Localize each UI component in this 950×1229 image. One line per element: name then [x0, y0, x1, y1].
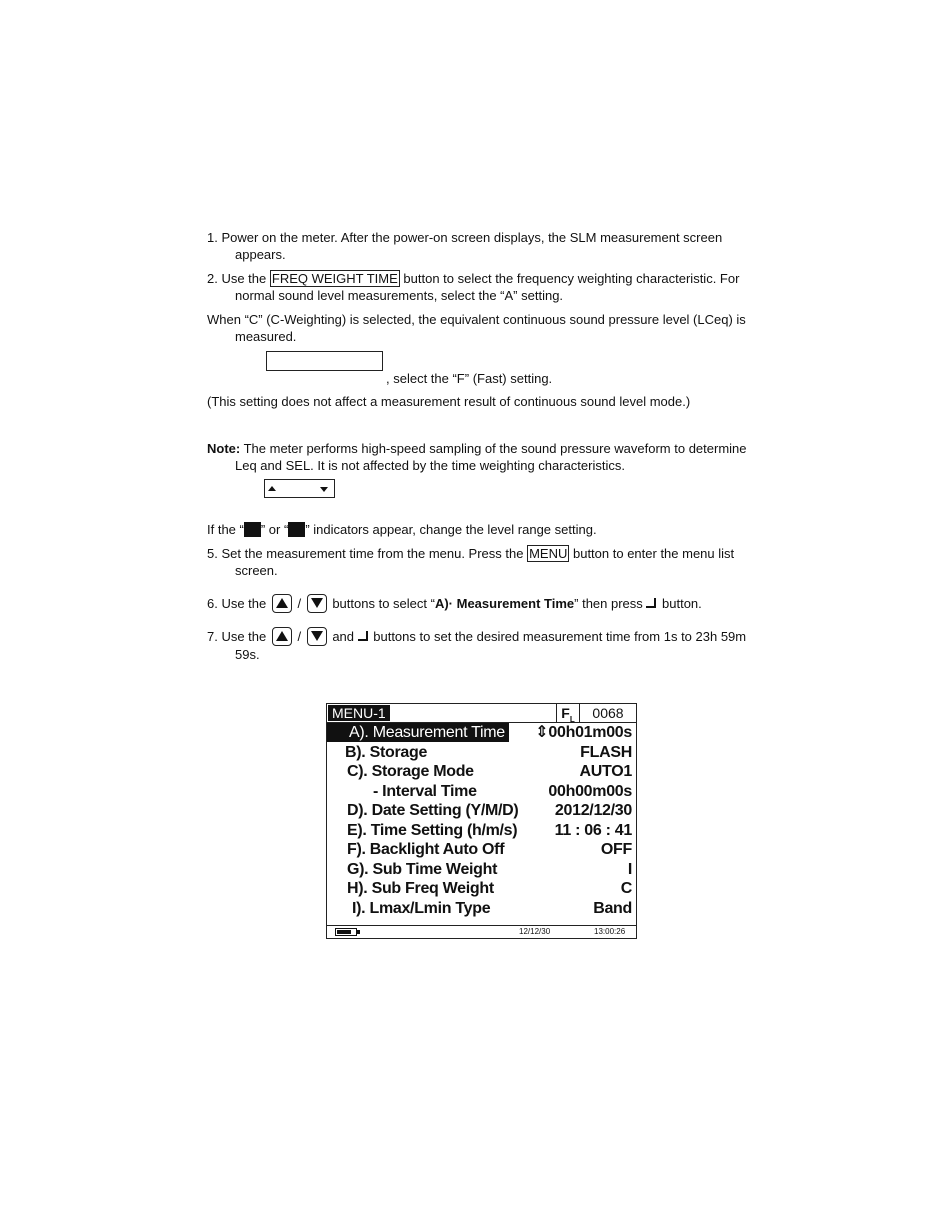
lcd-menu-item-label: E). Time Setting (h/m/s) [347, 821, 518, 839]
lcd-menu-item-value [621, 879, 632, 898]
lcd-menu-item-value-text: 11 : 06 : 41 [554, 821, 632, 839]
c-weighting-line2: measured. [235, 329, 297, 344]
lcd-menu-item-value-text: 00h01m00s [548, 724, 632, 741]
blank-button-box [266, 351, 383, 371]
lcd-menu-item [327, 899, 636, 918]
lcd-record-count: 0068 [592, 705, 624, 721]
menu-button: MENU [529, 546, 568, 561]
step6-pre: 6. Use the [207, 596, 270, 611]
step5-post: button to enter the menu list [569, 546, 735, 561]
under-indicator-icon [288, 522, 305, 537]
range-down-icon [320, 487, 328, 492]
lcd-mode-indicator [556, 704, 580, 722]
lcd-menu-item-value [593, 899, 632, 918]
step5-line2: screen. [235, 563, 278, 578]
lcd-menu-item [327, 860, 636, 879]
lcd-menu-screen [326, 703, 637, 939]
lcd-menu-item-value [535, 723, 632, 742]
note-line2: Leq and SEL. It is not affected by the time weighting characteristics. [235, 458, 625, 473]
down-arrow-button-icon [307, 594, 327, 613]
lcd-menu-item-label: - Interval Time [373, 782, 477, 800]
lcd-menu-item-value [580, 762, 632, 781]
lcd-menu-item-label: C). Storage Mode [347, 763, 474, 780]
lcd-menu-item-value [548, 782, 632, 801]
note-text: The meter performs high-speed sampling of the sound pressure waveform to determine [240, 441, 747, 456]
lcd-menu-item-value [628, 860, 632, 879]
lcd-menu-item [327, 782, 636, 801]
step7-line2: 59s. [235, 647, 260, 662]
step7-mid: and [328, 629, 358, 644]
freq-weight-time-button: FREQ WEIGHT TIME [271, 271, 398, 286]
lcd-menu-item-label: G). Sub Time Weight [347, 860, 498, 878]
indicator-text [207, 521, 752, 538]
lcd-menu-title: MENU-1 [328, 705, 390, 721]
lcd-menu-item-value-text: 2012/12/30 [554, 802, 632, 819]
c-weighting-text [207, 311, 752, 345]
lcd-mode-sub: L [569, 714, 575, 724]
step6-post: button. [658, 596, 702, 611]
lcd-menu-item [327, 879, 636, 898]
lcd-menu-item-label: H). Sub Freq Weight [347, 880, 494, 897]
over-indicator-icon [244, 522, 261, 537]
step6-text [207, 594, 752, 613]
enter-icon [358, 631, 368, 641]
indicator-pre: If the “ [207, 522, 244, 537]
lcd-mode-letter: F [561, 705, 570, 721]
lcd-menu-item [327, 762, 636, 781]
step1-line2: appears. [235, 247, 286, 262]
lcd-menu-item-value-text: AUTO1 [579, 763, 632, 780]
step7-pre: 7. Use the [207, 629, 270, 644]
step6-mid: buttons to select “ [328, 596, 435, 611]
step5-text [207, 545, 752, 579]
lcd-menu-item-label: D). Date Setting (Y/M/D) [347, 802, 519, 819]
lcd-menu-item [327, 840, 636, 859]
up-arrow-button-icon [272, 627, 292, 646]
step7-slash: / [293, 629, 305, 644]
lcd-menu-item-value [555, 821, 632, 840]
lcd-menu-item-value-text: Band [593, 899, 632, 917]
lcd-menu-item-value-text: 00h00m00s [548, 782, 632, 800]
range-button-box [264, 479, 335, 498]
step6-menu-item: A)· Measurement Time [434, 596, 575, 611]
lcd-footer-date: 12/12/30 [519, 927, 551, 936]
step7-text [207, 627, 752, 663]
step2-text [207, 270, 752, 304]
note-line1 [207, 440, 752, 457]
enter-icon [646, 598, 656, 608]
lcd-menu-item-value-text: FLASH [580, 743, 632, 761]
note-paragraph [207, 440, 752, 474]
fast-setting-text: , select the “F” (Fast) setting. [386, 371, 553, 386]
lcd-menu-item [327, 821, 636, 840]
step6-slash: / [293, 596, 305, 611]
indicator-post: ” indicators appear, change the level range setting. [305, 522, 597, 537]
indicator-mid: ” or “ [260, 522, 289, 537]
down-arrow-button-icon [307, 627, 327, 646]
lcd-footer-time: 13:00:26 [594, 927, 626, 936]
step7-line1 [207, 627, 752, 646]
lcd-menu-item [327, 743, 636, 762]
lcd-menu-item-value [601, 840, 632, 859]
lcd-header [327, 704, 636, 723]
lcd-menu-item [327, 801, 636, 820]
lcd-menu-item-label: I). Lmax/Lmin Type [352, 899, 491, 917]
up-arrow-button-icon [272, 594, 292, 613]
lcd-menu-item [327, 723, 636, 742]
lcd-menu-item-value [555, 801, 632, 820]
lcd-menu-item-value [580, 743, 632, 762]
step5-line1 [207, 545, 752, 562]
c-weighting-line1: When “C” (C-Weighting) is selected, the equivalent continuous sound pressure level (LCeq) is [207, 312, 746, 327]
step2-pre: 2. Use the [207, 271, 270, 286]
step2-post: button to select the frequency weighting characteristic. For [399, 271, 740, 286]
step5-pre: 5. Set the measurement time from the menu. Press the [207, 546, 528, 561]
up-down-adjust-icon: ⇕ [535, 724, 549, 741]
battery-icon [335, 928, 357, 936]
lcd-menu-item-label: B). Storage [345, 743, 428, 761]
step2-line2: normal sound level measurements, select the “A” setting. [235, 288, 564, 303]
lcd-menu-item-value-text: OFF [600, 841, 632, 858]
step6-mid2: ” then press [574, 596, 647, 611]
note-label: Note: [207, 441, 241, 456]
step1-line1: 1. Power on the meter. After the power-on screen displays, the SLM measurement screen [207, 230, 723, 245]
continuous-note: (This setting does not affect a measurement result of continuous sound level mode.) [207, 394, 691, 409]
lcd-menu-item-value-text: I [627, 860, 632, 878]
range-up-icon [268, 486, 276, 491]
lcd-menu-item-value-text: C [620, 880, 632, 897]
step1-text [207, 229, 752, 263]
lcd-footer [327, 925, 636, 938]
step2-line1 [207, 270, 752, 287]
step7-post: buttons to set the desired measurement time from 1s to 23h 59m [369, 629, 747, 644]
lcd-menu-item-label: A). Measurement Time [327, 723, 509, 742]
lcd-menu-item-label: F). Backlight Auto Off [347, 841, 505, 858]
